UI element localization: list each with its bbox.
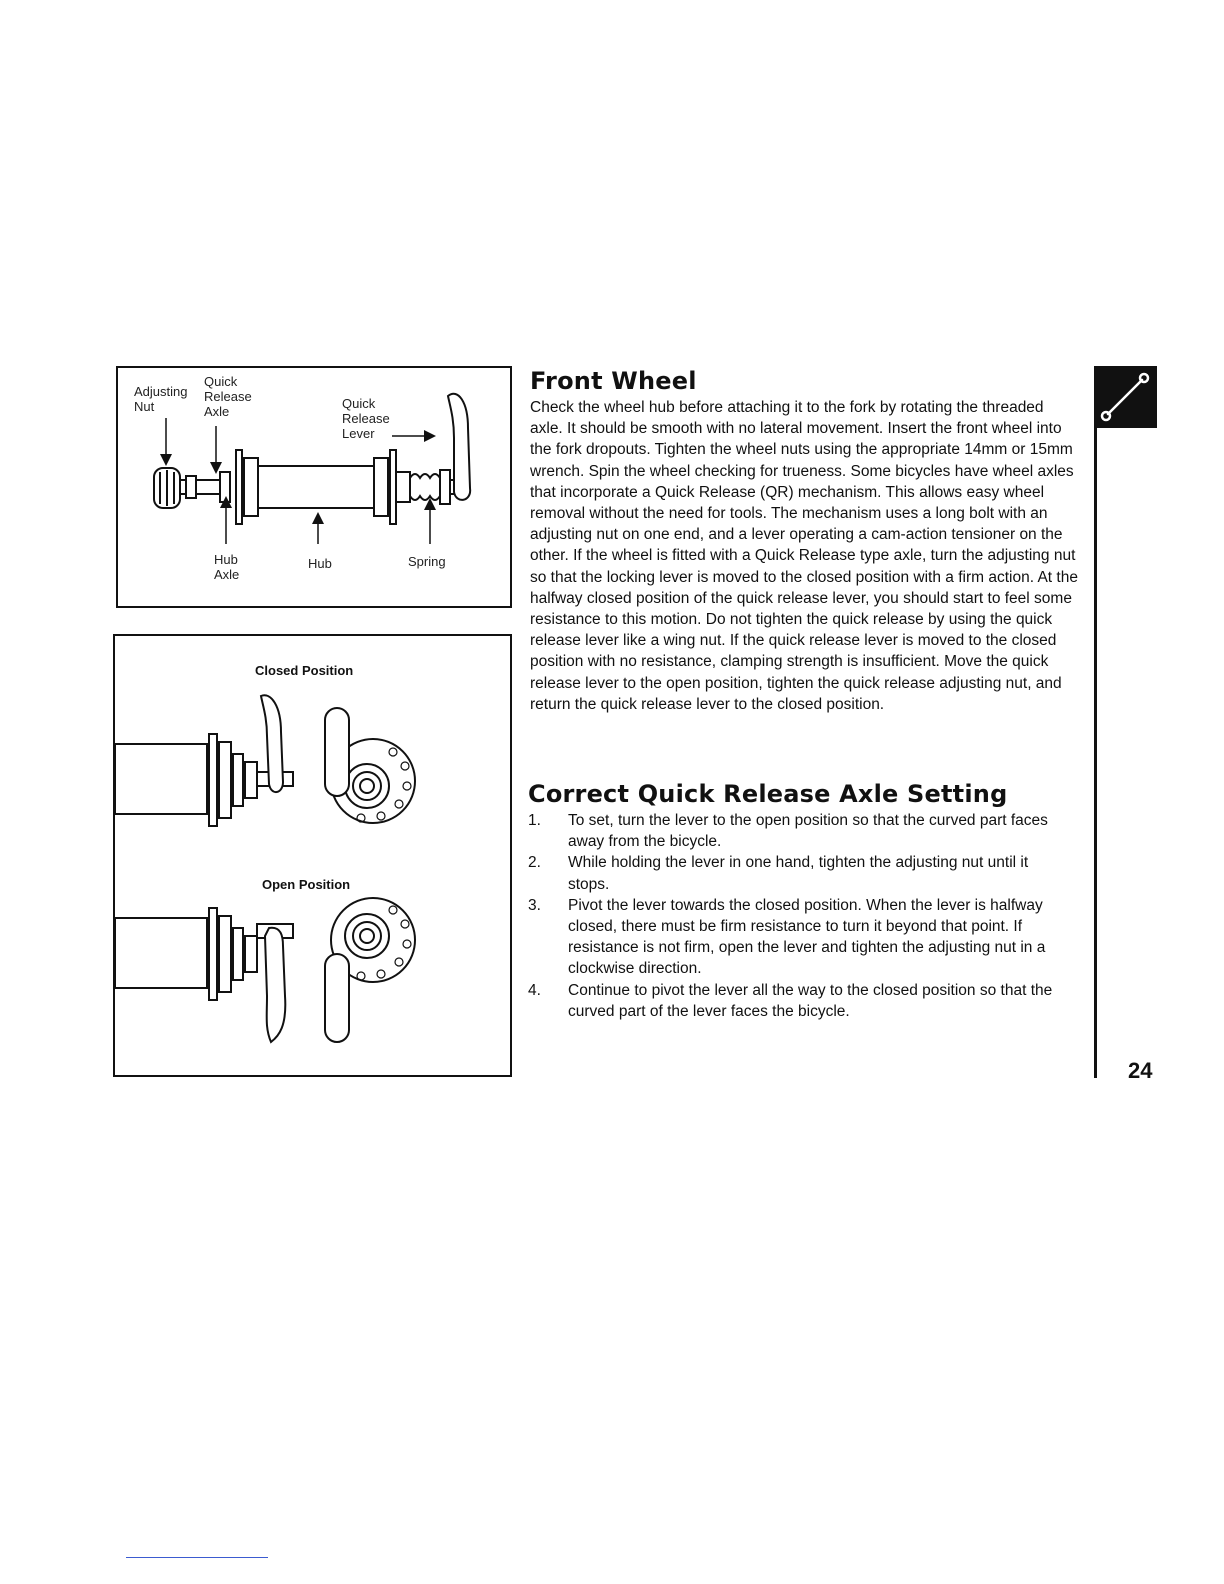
hub-diagram <box>116 366 512 608</box>
section-rule <box>1094 428 1097 1078</box>
front-wheel-heading: Front Wheel <box>530 367 697 395</box>
front-wheel-body: Check the wheel hub before attaching it to the fork by rotating the threaded axle. It should be smooth with no lateral movement. Insert the front wheel into the fork dropouts. Tighten the wheel nuts using the appropriate 14mm or 15mm wrench. Spin the wheel checking for trueness. Some bicycles have wheel axles that incorporate a Quick Release (QR) mechanism. This allows easy wheel removal without the need for tools. The mechanism uses a long bolt with an adjusting nut on one end, and a lever operating a cam-action tensioner on the other. If the wheel is fitted with a Quick Release type axle, turn the adjusting nut so that the locking lever is moved to the closed position with a firm action. At the halfway closed position of the quick release lever, you should start to feel some resistance to this motion. Do not tighten the quick release by using the quick release lever like a wing nut. If the quick release lever is moved to the closed position with no resistance, clamping strength is insufficient. Move the quick release lever to the open position, tighten the quick release adjusting nut, and return the quick release lever to the closed position. <box>530 399 1078 713</box>
lever-position-diagram <box>113 634 512 1077</box>
step-number: 3. <box>528 896 541 914</box>
label-spring: Spring <box>408 554 446 569</box>
step-number: 4. <box>528 981 541 999</box>
list-item <box>528 980 1068 1022</box>
page-number: 24 <box>1128 1058 1153 1083</box>
step-text: Continue to pivot the lever all the way to the closed position so that the curved part of the lever faces the bicycle. <box>568 981 1053 1020</box>
qr-setting-heading: Correct Quick Release Axle Setting <box>528 780 1008 808</box>
list-item <box>528 852 1068 894</box>
step-number: 2. <box>528 854 541 872</box>
label-hub: Hub <box>308 556 332 571</box>
label-hub-axle: Hub Axle <box>214 552 240 582</box>
label-adjusting-nut: Adjusting Nut <box>134 384 188 414</box>
step-text: Pivot the lever towards the closed position. When the lever is halfway closed, there must be firm resistance to turn it beyond that point. If resistance is not firm, open the lever and tighten the adjusting nut in a clockwise direction. <box>568 896 1046 978</box>
step-text: To set, turn the lever to the open position so that the curved part faces away from the bicycle. <box>568 812 1048 851</box>
lever-illustration <box>115 636 510 1075</box>
label-quick-release-lever: Quick Release Lever <box>342 396 390 441</box>
closed-position-title: Closed Position <box>255 663 354 678</box>
open-position-title: Open Position <box>262 877 351 892</box>
step-number: 1. <box>528 812 541 829</box>
section-tab <box>1094 366 1157 428</box>
step-text: While holding the lever in one hand, tighten the adjusting nut until it stops. <box>568 854 1029 893</box>
wrench-icon <box>1094 366 1157 428</box>
list-item <box>528 895 1068 980</box>
adjusting-nut-shape <box>154 468 180 508</box>
qr-setting-steps <box>528 810 1068 1022</box>
label-quick-release-axle: Quick Release Axle <box>204 374 252 419</box>
list-item <box>528 810 1068 852</box>
footer-divider <box>126 1557 268 1558</box>
